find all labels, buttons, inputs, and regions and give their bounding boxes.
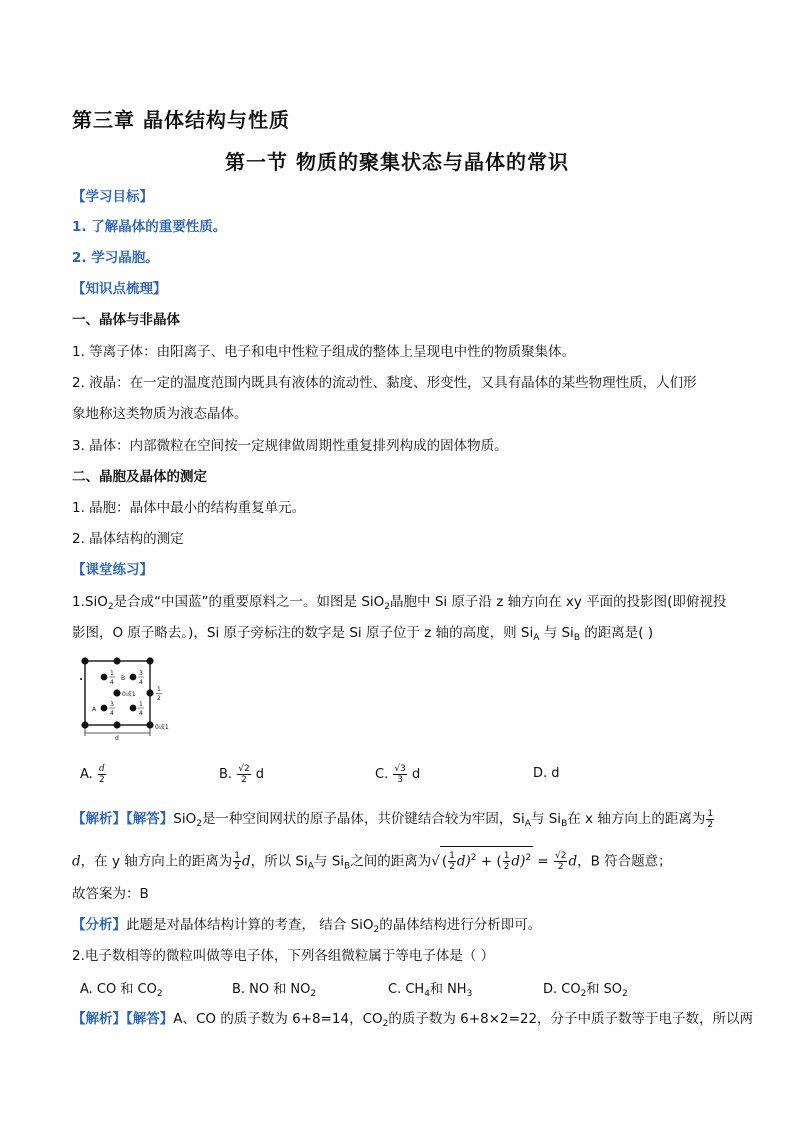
label-half-num: 1 — [157, 686, 161, 693]
label-frac-den: 4 — [110, 710, 114, 717]
chapter-title: 第三章 晶体结构与性质 — [72, 108, 290, 132]
label-frac-num: 3 — [110, 701, 114, 708]
q1-answer: 故答案为：B — [72, 886, 149, 902]
label-d: d — [115, 735, 119, 742]
atom — [101, 705, 108, 712]
atom — [113, 721, 120, 728]
label-half-den: 2 — [157, 695, 161, 702]
q1-summary: 【分析】此题是对晶体结构计算的考查， 结合 SiO$_2$的晶体结构进行分析即可。 — [72, 917, 542, 935]
knowledge-heading: 【知识点梳理】 — [72, 281, 167, 297]
atom — [81, 657, 88, 664]
atom — [101, 674, 108, 681]
part2-title: 二、晶胞及晶体的测定 — [72, 469, 207, 485]
q1-option-b: B. $\frac{√2}{2}$ d — [219, 764, 265, 785]
label-a: A — [92, 706, 97, 713]
q1-option-a: A. $\frac{d}{2}$ — [80, 764, 105, 785]
part1-title: 一、晶体与非晶体 — [72, 312, 180, 328]
label-frac-num: 1 — [139, 701, 143, 708]
atom — [146, 721, 153, 728]
knowledge-p1: 1. 等离子体：由阳离子、电子和电中性粒子组成的整体上呈现电中性的物质聚集体。 — [72, 344, 576, 360]
q1-line-1: 1.SiO$_2$是合成“中国蓝”的重要原料之一。如图是 SiO$_2$晶胞中 Si 原子沿 z 轴方向在 xy 平面的投影图(即俯视投 — [72, 594, 727, 612]
q2-text: 2.电子数相等的微粒叫做等电子体，下列各组微粒属于等电子体是（ ） — [72, 948, 495, 964]
atom — [81, 721, 88, 728]
knowledge-p2b: 象地称这类物质为液态晶体。 — [72, 406, 248, 422]
goals-heading: 【学习目标】 — [72, 189, 153, 205]
q1-analysis-line-2: d，在 y 轴方向上的距离为 $\frac{1}{2}$ d，所以 $Si_A$与 $Si_B$之间的距离为√ ( $\frac{1}{2}$ d)$^2$ + ( $\frac{1}{2}$ d)$^2$ = $\frac{√2}{2}$ d，B 符合题意； — [72, 846, 734, 878]
q2-option-c: C. $CH_4$和 $NH_3$ — [388, 982, 473, 999]
q2-analysis: 【解析】【解答】A、CO 的质子数为 6+8=14，$CO_2$的质子数为 6+8×2=22，分子中质子数等于电子数，所以两 — [72, 1011, 754, 1029]
atom — [130, 674, 137, 681]
label-zero-or-one: 0或1 — [155, 724, 169, 731]
knowledge-p3: 3. 晶体：内部微粒在空间按一定规律做周期性重复排列构成的固体物质。 — [72, 438, 508, 454]
atom — [113, 689, 120, 696]
q1-analysis-line-1: 【解析】【解答】SiO$_2$是一种空间网状的原子晶体，共价键结合较为牢固，$Si_A$与 $Si_B$在 x 轴方向上的距离为 $\frac{1}{2}$ — [72, 808, 714, 830]
goal-item-2: 2. 学习晶胞。 — [72, 250, 159, 266]
atom — [130, 705, 137, 712]
label-frac-den: 4 — [139, 710, 143, 717]
knowledge-p5: 2. 晶体结构的测定 — [72, 531, 184, 547]
atom — [80, 678, 82, 680]
goal-item-1: 1. 了解晶体的重要性质。 — [72, 219, 227, 235]
q2-option-a: A. CO 和 $CO_2$ — [80, 982, 163, 999]
section-title: 第一节 物质的聚集状态与晶体的常识 — [225, 150, 569, 174]
q1-option-d: D. d — [533, 766, 560, 781]
q2-option-d: D. $CO_2$和 $SO_2$ — [543, 982, 628, 999]
atom — [146, 689, 153, 696]
atom — [113, 657, 120, 664]
practice-heading: 【课堂练习】 — [72, 562, 153, 578]
q1-option-c: C. $\frac{√3}{3}$ d — [375, 764, 421, 785]
label-frac-den: 4 — [110, 679, 114, 686]
knowledge-p2a: 2. 液晶：在一定的温度范围内既具有液体的流动性、黏度、形变性，又具有晶体的某些物理性质，人们形 — [72, 375, 697, 391]
atom — [146, 657, 153, 664]
label-frac-den: 4 — [139, 679, 143, 686]
knowledge-p4: 1. 晶胞：晶体中最小的结构重复单元。 — [72, 500, 306, 516]
q1-line-2: 影图，O 原子略去。)，Si 原子旁标注的数字是 Si 原子位于 z 轴的高度，则 $Si_A$ 与 $Si_B$ 的距离是( ) — [72, 625, 654, 643]
sio2-projection-figure — [76, 654, 186, 742]
label-frac-num: 1 — [110, 670, 114, 677]
label-b: B — [121, 675, 126, 682]
q2-option-b: B. NO 和 $NO_2$ — [232, 982, 317, 999]
label-frac-num: 3 — [139, 670, 143, 677]
label-zero-or-one: 0或1 — [122, 691, 136, 698]
